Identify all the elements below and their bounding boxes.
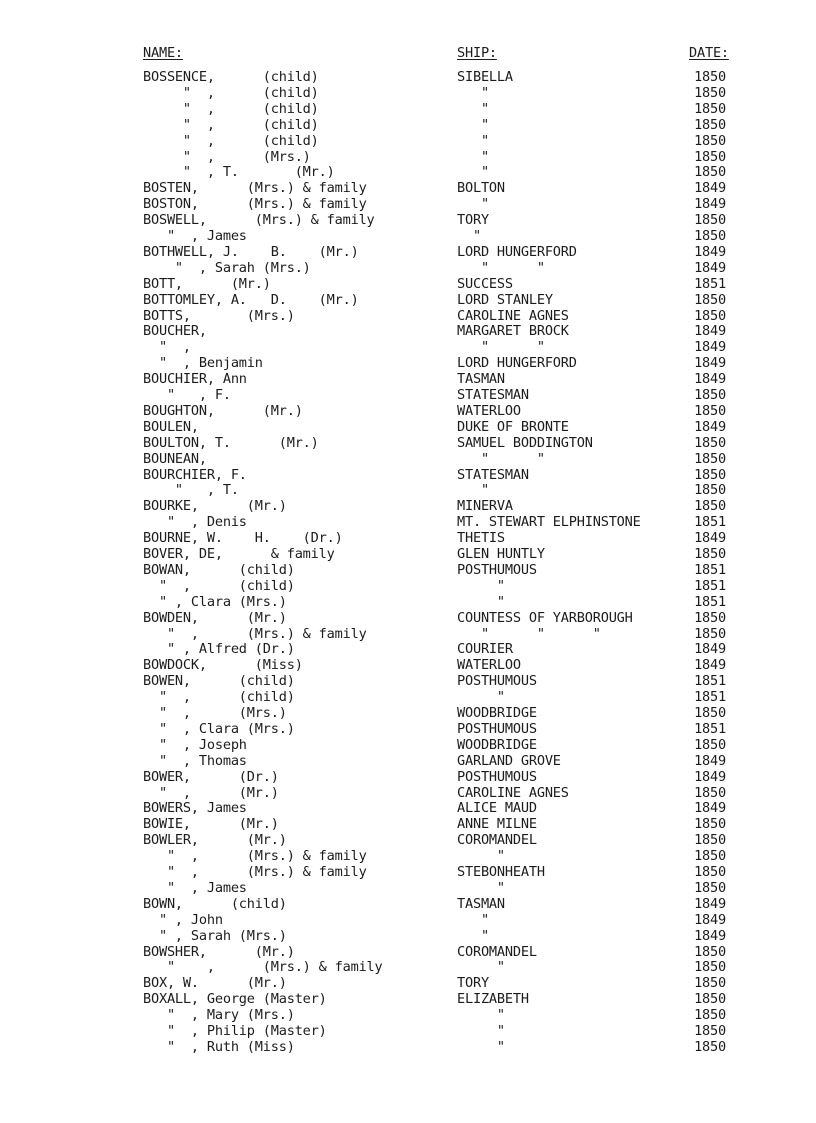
entry-ship: " [457,164,489,181]
entry-ship: STATESMAN [457,387,529,403]
entry-ship: COURIER [457,641,513,658]
entry-name: " , (Mrs.) & family [143,848,367,865]
entry-date: 1851 [694,275,726,292]
entry-ship: " " [457,259,545,276]
entry-date: 1849 [694,895,726,912]
entry-date: 1851 [694,514,726,531]
entry-ship: CAROLINE AGNES [457,307,569,324]
entry-name: " , Benjamin [143,355,263,372]
entry-name: " , (Mrs.) [143,705,287,721]
entry-ship: " [457,959,505,976]
entry-ship: " [457,927,489,944]
entry-ship: GLEN HUNTLY [457,546,545,562]
entry-date: 1850 [694,625,726,642]
entry-name: " , Ruth (Miss) [143,1038,295,1055]
entry-name: " , James [143,228,247,244]
entry-name: " , (Mrs.) [143,148,311,165]
entry-name: BOSTON, (Mrs.) & family [143,196,367,213]
entry-name: BOX, W. (Mr.) [143,975,287,992]
entry-ship: ANNE MILNE [457,816,537,833]
entry-name: BOUCHER, [143,323,207,340]
entry-date: 1850 [694,784,726,801]
entry-name: BOWER, (Dr.) [143,768,279,785]
entry-ship: " [457,482,489,499]
entry-name: " , [143,339,191,356]
entry-name: " , Alfred (Dr.) [143,641,295,658]
entry-name: " , Thomas [143,752,247,769]
entry-ship: GARLAND GROVE [457,752,561,769]
entry-ship: " [457,1023,505,1039]
entry-ship: TASMAN [457,371,505,388]
entry-name: " , T. (Mr.) [143,164,335,181]
entry-date: 1849 [694,259,726,276]
entry-name: BOXALL, George (Master) [143,991,327,1008]
entry-name: " , Sarah (Mrs.) [143,927,287,944]
entry-name: " , (child) [143,577,295,594]
entry-date: 1850 [694,164,726,181]
entry-name: " , (child) [143,132,319,149]
entry-name: BOURCHIER, F. [143,466,247,483]
entry-date: 1849 [694,768,726,785]
entry-ship: TORY [457,975,489,992]
entry-name: BOWSHER, (Mr.) [143,943,295,960]
entry-ship: " [457,1007,505,1024]
entry-date: 1850 [694,879,726,896]
entry-name: " , (child) [143,689,295,706]
entry-date: 1850 [694,705,726,721]
entry-ship: " [457,116,489,133]
entry-name: " , Joseph [143,736,247,753]
entry-ship: WATERLOO [457,657,521,674]
entry-name: BOUNEAN, [143,450,207,467]
entry-ship: POSTHUMOUS [457,768,537,785]
entry-ship: " [457,228,481,244]
entry-ship: STATESMAN [457,466,529,483]
entry-date: 1850 [694,1007,726,1024]
entry-date: 1850 [694,116,726,133]
entry-date: 1849 [694,180,726,197]
entry-date: 1849 [694,800,726,817]
entry-name: BOWDOCK, (Miss) [143,657,303,674]
entry-date: 1850 [694,609,726,626]
entry-ship: " [457,689,505,706]
entry-ship: TORY [457,212,489,229]
header-date: DATE: [689,45,729,61]
entry-name: " , (Mr.) [143,784,279,801]
entry-name: " , (Mrs.) & family [143,864,367,880]
entry-date: 1850 [694,434,726,451]
entry-date: 1849 [694,418,726,435]
entry-date: 1850 [694,402,726,419]
entry-name: BOUCHIER, Ann [143,371,247,388]
entry-date: 1850 [694,943,726,960]
entry-date: 1849 [694,243,726,260]
entry-ship: LORD HUNGERFORD [457,243,577,260]
entry-date: 1849 [694,641,726,658]
entry-date: 1849 [694,752,726,769]
header-ship: SHIP: [457,45,497,61]
entry-date: 1849 [694,530,726,547]
entry-ship: " " [457,450,545,467]
entry-ship: MARGARET BROCK [457,323,569,340]
entry-date: 1851 [694,593,726,610]
entry-date: 1850 [694,546,726,562]
entry-ship: " [457,593,505,610]
entry-ship: " [457,879,505,896]
entry-name: BOWDEN, (Mr.) [143,609,287,626]
entry-date: 1850 [694,466,726,483]
entry-ship: BOLTON [457,180,505,197]
entry-date: 1850 [694,959,726,976]
entry-name: BOTTS, (Mrs.) [143,307,295,324]
entry-date: 1850 [694,864,726,880]
entry-date: 1849 [694,196,726,213]
entry-name: " , Philip (Master) [143,1023,327,1039]
entry-name: " , John [143,911,223,928]
entry-date: 1851 [694,561,726,578]
entry-ship: " [457,100,489,117]
entry-date: 1850 [694,482,726,499]
entry-ship: WATERLOO [457,402,521,419]
entry-ship: POSTHUMOUS [457,720,537,737]
entry-name: BOSTEN, (Mrs.) & family [143,180,367,197]
entry-name: BOSWELL, (Mrs.) & family [143,212,375,229]
entry-date: 1850 [694,69,726,85]
entry-date: 1850 [694,498,726,515]
entry-name: " , Clara (Mrs.) [143,593,287,610]
entry-ship: POSTHUMOUS [457,673,537,690]
entry-name: " , Clara (Mrs.) [143,720,295,737]
entry-ship: " [457,148,489,165]
entry-ship: " [457,911,489,928]
entry-ship: " [457,848,505,865]
entry-name: BOULEN, [143,418,199,435]
entry-date: 1851 [694,689,726,706]
entry-ship: COROMANDEL [457,832,537,849]
entry-date: 1850 [694,291,726,308]
entry-ship: SAMUEL BODDINGTON [457,434,593,451]
entry-name: BOURKE, (Mr.) [143,498,287,515]
entry-ship: SUCCESS [457,275,513,292]
entry-date: 1851 [694,720,726,737]
entry-ship: DUKE OF BRONTE [457,418,569,435]
entry-name: BOWIE, (Mr.) [143,816,279,833]
entry-name: BOTHWELL, J. B. (Mr.) [143,243,359,260]
entry-name: " , Denis [143,514,247,531]
entry-ship: ALICE MAUD [457,800,537,817]
entry-date: 1849 [694,371,726,388]
entry-ship: " [457,84,489,101]
entry-date: 1850 [694,100,726,117]
entry-name: " , (child) [143,116,319,133]
entry-ship: CAROLINE AGNES [457,784,569,801]
entry-date: 1851 [694,673,726,690]
entry-name: " , T. [143,482,239,499]
entry-ship: TASMAN [457,895,505,912]
entry-date: 1849 [694,657,726,674]
entry-ship: COUNTESS OF YARBOROUGH [457,609,633,626]
entry-date: 1850 [694,991,726,1008]
entry-name: BOWERS, James [143,800,247,817]
entry-date: 1850 [694,1023,726,1039]
entry-name: BOWLER, (Mr.) [143,832,287,849]
entry-date: 1849 [694,927,726,944]
entry-date: 1850 [694,307,726,324]
header-name: NAME: [143,45,183,61]
entry-name: BOUGHTON, (Mr.) [143,402,303,419]
entry-date: 1850 [694,816,726,833]
entry-ship: " " [457,339,545,356]
entry-ship: THETIS [457,530,505,547]
entry-ship: WOODBRIDGE [457,705,537,721]
entry-date: 1850 [694,832,726,849]
entry-name: BOULTON, T. (Mr.) [143,434,319,451]
entry-ship: " [457,132,489,149]
entry-date: 1850 [694,450,726,467]
entry-name: BOWEN, (child) [143,673,295,690]
entry-ship: " " " [457,625,601,642]
entry-date: 1850 [694,736,726,753]
entry-ship: SIBELLA [457,69,513,85]
entry-name: " , Mary (Mrs.) [143,1007,295,1024]
entry-ship: MT. STEWART ELPHINSTONE [457,514,641,531]
entry-ship: " [457,1038,505,1055]
entry-name: " , James [143,879,247,896]
entry-date: 1849 [694,355,726,372]
entry-name: " , Sarah (Mrs.) [143,259,311,276]
entry-date: 1849 [694,339,726,356]
entry-ship: POSTHUMOUS [457,561,537,578]
entry-name: BOWAN, (child) [143,561,295,578]
entry-date: 1850 [694,387,726,403]
entry-ship: " [457,577,505,594]
entry-name: " , (Mrs.) & family [143,959,383,976]
entry-date: 1849 [694,323,726,340]
entry-ship: WOODBRIDGE [457,736,537,753]
entry-ship: ELIZABETH [457,991,529,1008]
entry-ship: COROMANDEL [457,943,537,960]
entry-date: 1850 [694,848,726,865]
entry-date: 1849 [694,911,726,928]
entry-name: " , (child) [143,84,319,101]
entry-date: 1850 [694,228,726,244]
entry-date: 1850 [694,132,726,149]
entry-name: BOTTOMLEY, A. D. (Mr.) [143,291,359,308]
entry-date: 1851 [694,577,726,594]
entry-date: 1850 [694,1038,726,1055]
entry-ship: LORD STANLEY [457,291,553,308]
entry-ship: MINERVA [457,498,513,515]
entry-date: 1850 [694,975,726,992]
entry-name: " , (child) [143,100,319,117]
entry-date: 1850 [694,148,726,165]
entry-name: BOSSENCE, (child) [143,69,319,85]
entry-ship: STEBONHEATH [457,864,545,880]
entry-name: BOWN, (child) [143,895,287,912]
entry-name: " , (Mrs.) & family [143,625,367,642]
entry-name: BOTT, (Mr.) [143,275,271,292]
entry-name: " , F. [143,387,231,403]
entry-ship: " [457,196,489,213]
entry-ship: LORD HUNGERFORD [457,355,577,372]
entry-date: 1850 [694,212,726,229]
entry-name: BOURNE, W. H. (Dr.) [143,530,343,547]
entry-date: 1850 [694,84,726,101]
entry-name: BOVER, DE, & family [143,546,335,562]
